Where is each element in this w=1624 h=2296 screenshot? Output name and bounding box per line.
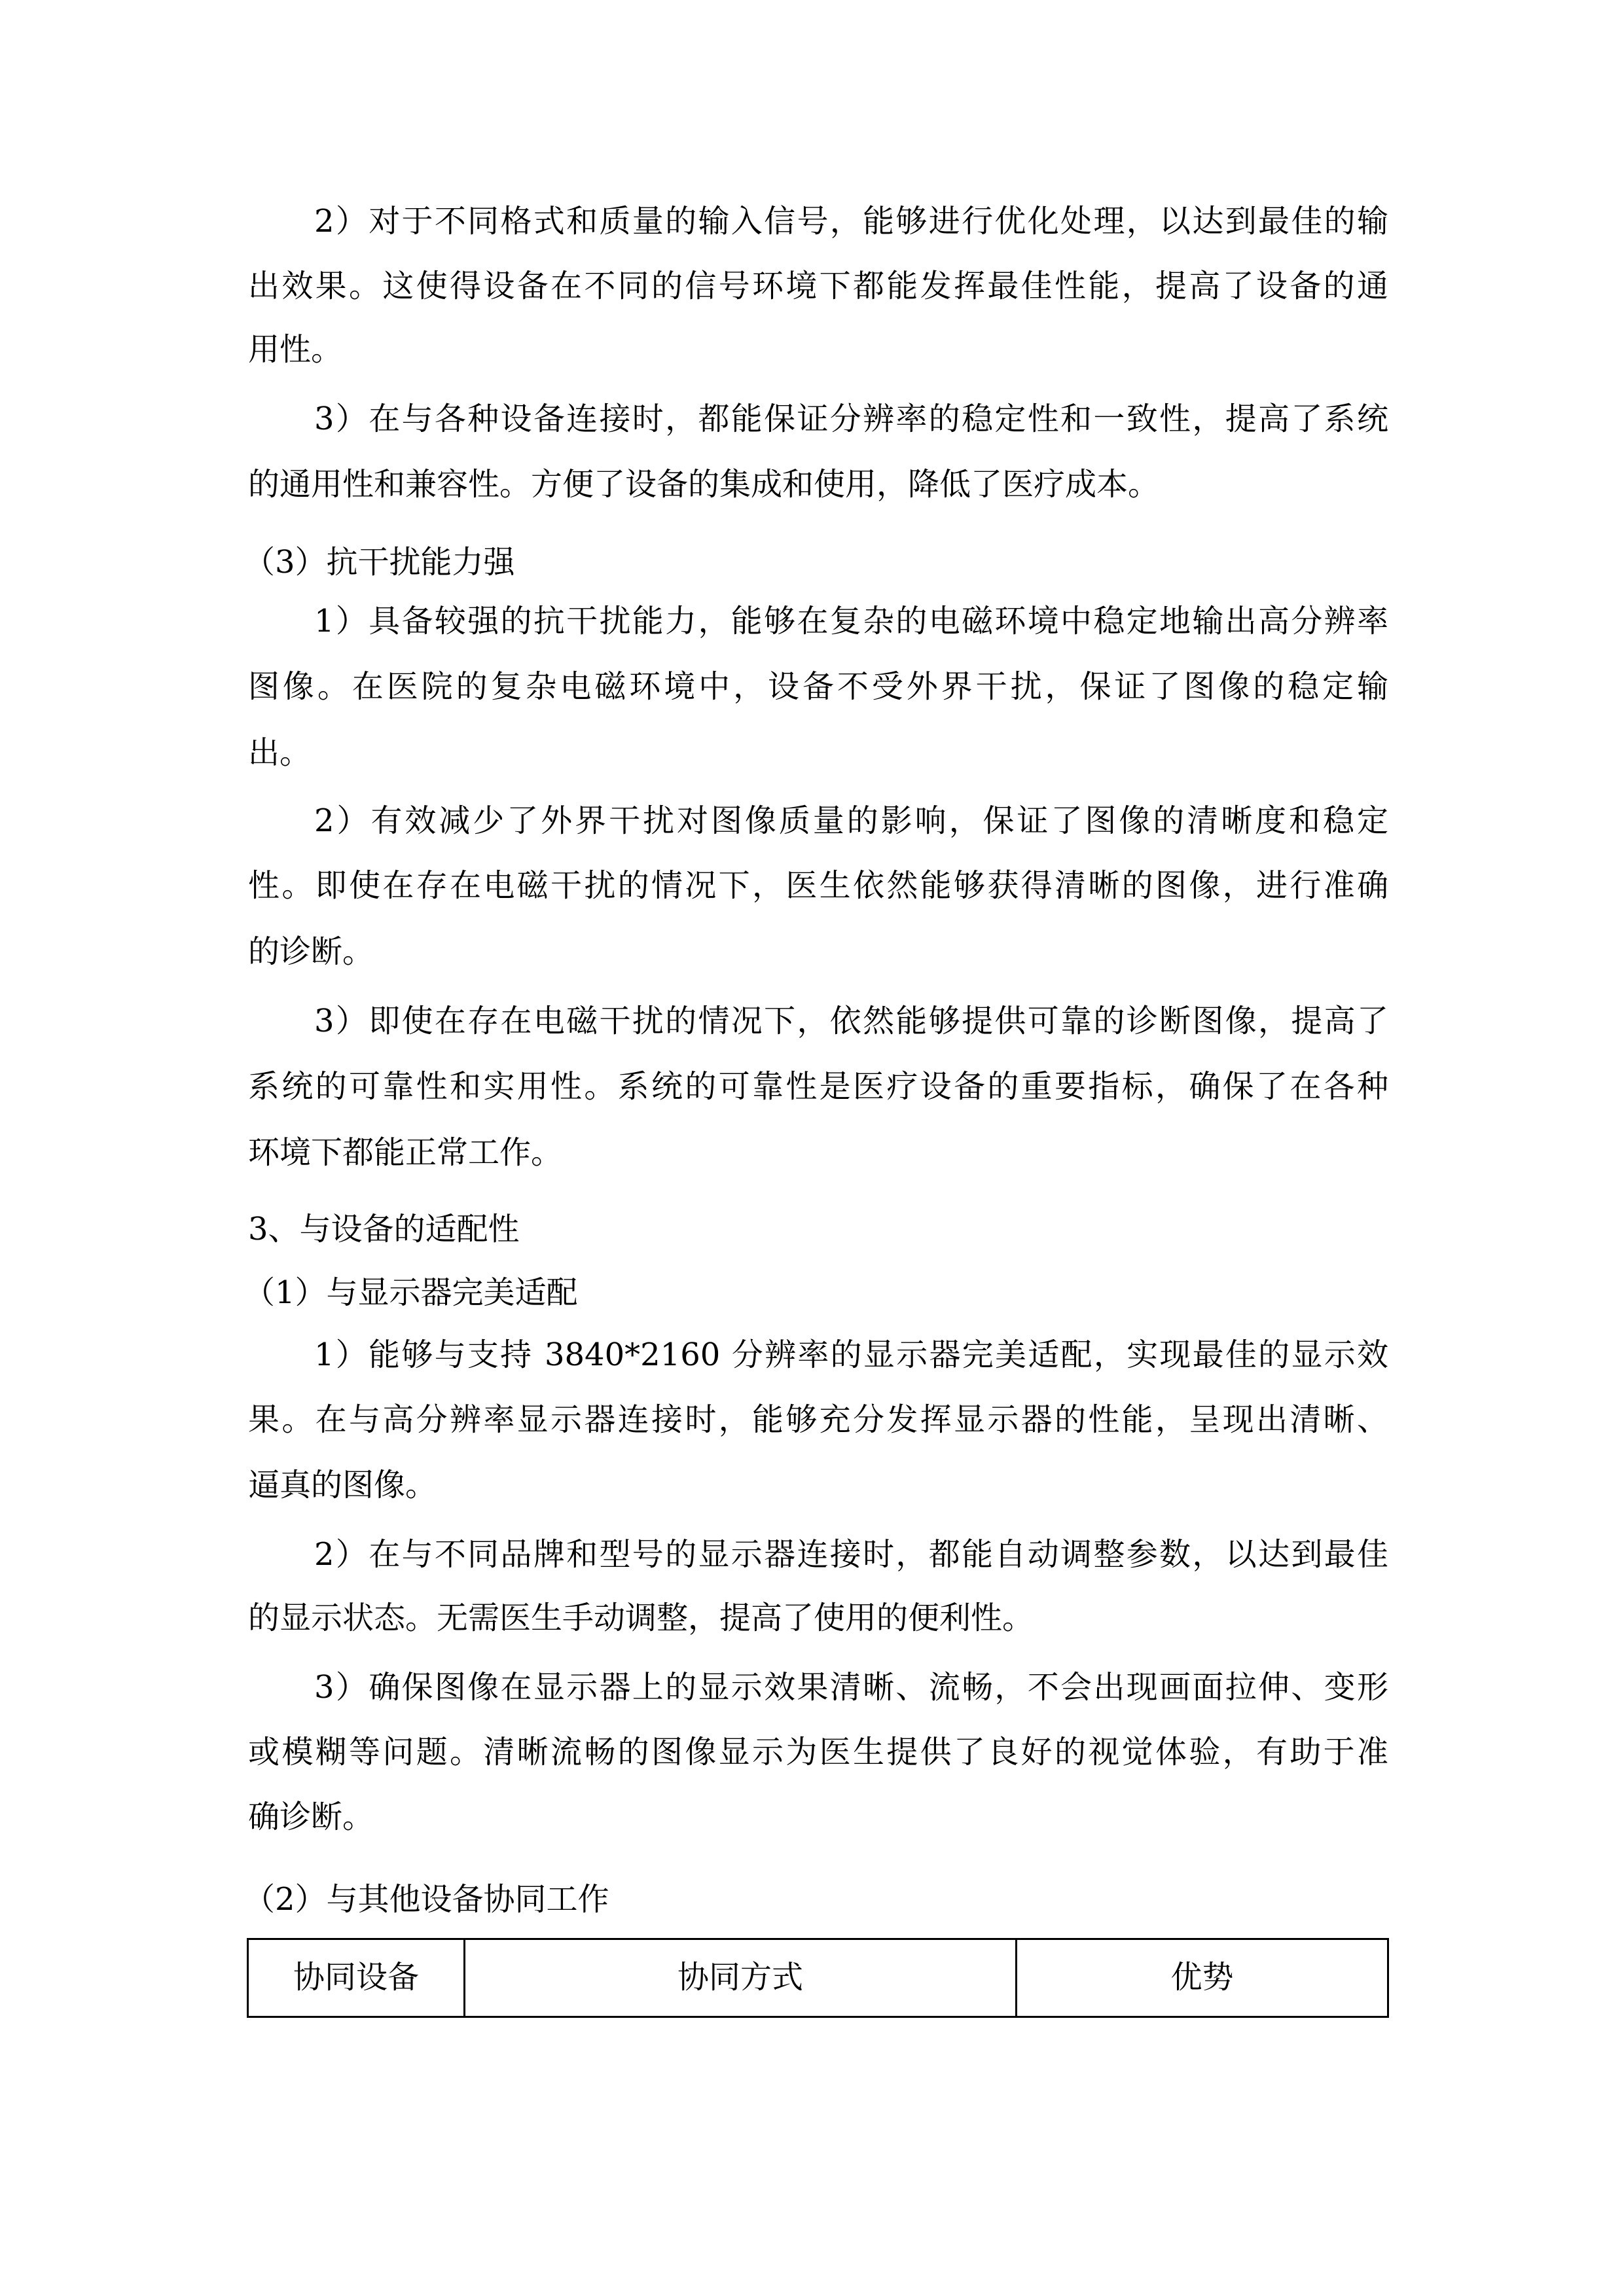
header-device: 协同设备 [248, 1939, 465, 2017]
paragraph-line: 1）能够与支持 3840*2160 分辨率的显示器完美适配，实现最佳的显示效 [314, 1336, 1388, 1373]
paragraph-line: 2）有效减少了外界干扰对图像质量的影响，保证了图像的清晰度和稳定 [314, 802, 1388, 839]
paragraph-line: 图像。在医院的复杂电磁环境中，设备不受外界干扰，保证了图像的稳定输 [248, 668, 1388, 705]
paragraph-line: 3）在与各种设备连接时，都能保证分辨率的稳定性和一致性，提高了系统 [314, 401, 1388, 437]
paragraph-line: 用性。 [248, 331, 343, 368]
header-advantage: 优势 [1017, 1939, 1388, 2017]
paragraph-line: 性。即使在存在电磁干扰的情况下，医生依然能够获得清晰的图像，进行准确 [248, 867, 1388, 904]
paragraph-line: 出效果。这使得设备在不同的信号环境下都能发挥最佳性能，提高了设备的通 [248, 268, 1388, 304]
paragraph-line: 的显示状态。无需医生手动调整，提高了使用的便利性。 [248, 1600, 1034, 1636]
paragraph-line: 2）对于不同格式和质量的输入信号，能够进行优化处理，以达到最佳的输 [314, 203, 1388, 240]
header-method: 协同方式 [465, 1939, 1017, 2017]
paragraph-line: 的诊断。 [248, 933, 374, 970]
paragraph-line: 环境下都能正常工作。 [248, 1134, 563, 1171]
paragraph-line: 逼真的图像。 [248, 1467, 437, 1503]
paragraph-line: 确诊断。 [248, 1799, 374, 1835]
paragraph-line: 2）在与不同品牌和型号的显示器连接时，都能自动调整参数，以达到最佳 [314, 1536, 1388, 1573]
section-heading: （2）与其他设备协同工作 [244, 1881, 609, 1918]
section-heading: （3）抗干扰能力强 [244, 544, 515, 581]
section-heading: （1）与显示器完美适配 [244, 1274, 578, 1311]
paragraph-line: 的通用性和兼容性。方便了设备的集成和使用，降低了医疗成本。 [248, 466, 1160, 503]
table-header-row [248, 1939, 1388, 2017]
paragraph-line: 果。在与高分辨率显示器连接时，能够充分发挥显示器的性能，呈现出清晰、 [248, 1401, 1388, 1438]
paragraph-line: 3）即使在存在电磁干扰的情况下，依然能够提供可靠的诊断图像，提高了 [314, 1003, 1388, 1039]
paragraph-line: 系统的可靠性和实用性。系统的可靠性是医疗设备的重要指标，确保了在各种 [248, 1068, 1388, 1105]
paragraph-line: 1）具备较强的抗干扰能力，能够在复杂的电磁环境中稳定地输出高分辨率 [314, 603, 1388, 639]
paragraph-line: 出。 [248, 734, 312, 771]
collaboration-table [247, 1938, 1389, 2018]
paragraph-line: 或模糊等问题。清晰流畅的图像显示为医生提供了良好的视觉体验，有助于准 [248, 1734, 1388, 1770]
section-heading: 3、与设备的适配性 [248, 1211, 520, 1247]
paragraph-line: 3）确保图像在显示器上的显示效果清晰、流畅，不会出现画面拉伸、变形 [314, 1669, 1388, 1706]
